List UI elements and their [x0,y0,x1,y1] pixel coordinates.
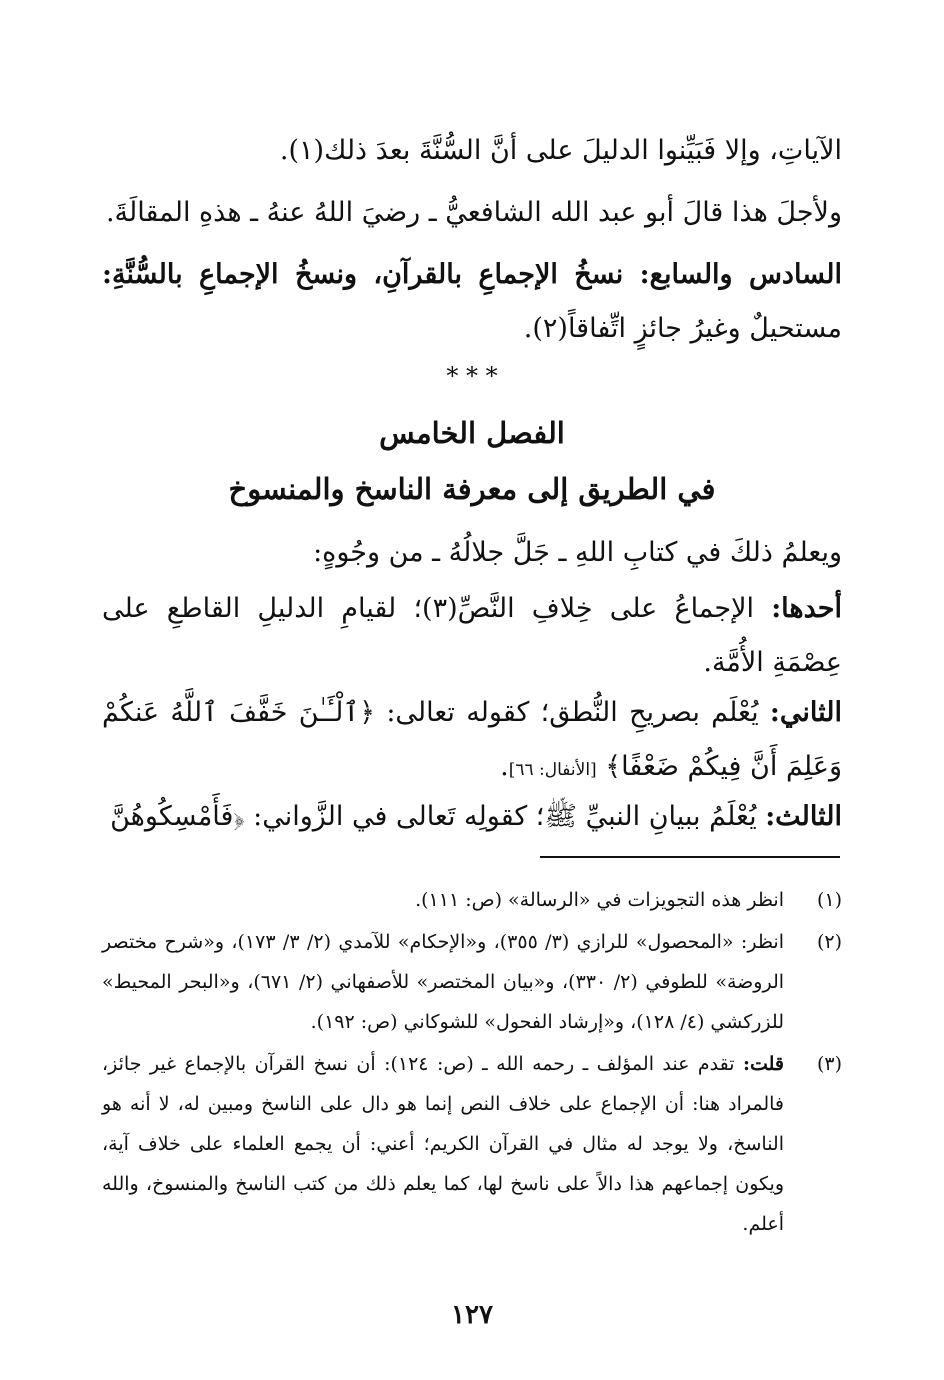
quran-verse: فَأَمْسِكُوهُنَّ [110,801,234,832]
way-third: الثالث: يُعْلَمُ ببيانِ النبيِّ ﷺ؛ كقولِه تَعالى في الزَّواني: ﴿فَأَمْسِكُوهُنَّ [110,801,842,832]
page-number: ١٢٧ [451,1300,493,1330]
way-first: أحدها: الإجماعُ على خِلافِ النَّصِّ(٣)؛ لقيامِ الدليلِ القاطعِ على عِصْمَةِ الأُمَّة. [102,593,842,678]
footnote-2: (٢) انظر: «المحصول» للرازي (٣/ ٣٥٥)، و«الإحكام» للآمدي (٢/ ٣/ ١٧٣)، و«شرح مختصر الروضة» للطوفي (٢/ ٣٣٠)، و«بيان المختصر» للأصفهاني (٢/ ٦٧١)، و«البحر المحيط» للزركشي (٤/ ١٢٨)، و«إرشاد الفحول» للشوكاني (ص: ١٩٢). [102,922,842,1042]
footnote-number: (٢) [816,931,842,953]
footnote-1: (١) انظر هذه التجويزات في «الرسالة» (ص: ١١١). [102,880,842,920]
footnote-lead: قلت: [742,1053,784,1075]
intro-line: ويعلمُ ذلكَ في كتابِ اللهِ ـ جَلَّ جلالُهُ ـ من وجُوهٍ: [313,537,842,568]
way-lead: الثالث: [765,801,842,832]
paragraph-shafii: ولأجلَ هذا قالَ أبو عبد الله الشافعيُّ ـ رضيَ اللهُ عنهُ ـ هذهِ المقالَةَ. [105,197,842,228]
footnote-3: (٣) قلت: تقدم عند المؤلف ـ رحمه الله ـ (ص: ١٢٤): أن نسخ القرآن بالإجماع غير جائز، فالمراد هنا: أن الإجماع على خلاف النص إنما هو دال على الناسخ ومبين له، لا أنه هو الناسخ، ولا يوجد له مثال في القرآن الكريم؛ أعني: أن يجمع العلماء على خلاف آية، ويكون إجماعهم هذا دالاً على ناسخ لها، كما يعلم ذلك من كتب الناسخ والمنسوخ، والله أعلم. [102,1044,842,1244]
paragraph-lead: السادس والسابع: نسخُ الإجماعِ بالقرآنِ، ونسخُ الإجماعِ بالسُّنَّةِ: [102,259,842,290]
footnote-divider [540,856,840,858]
way-lead: الثاني: [769,697,842,728]
section-separator: * * * [446,362,498,390]
footnote-number: (٣) [816,1053,842,1075]
way-lead: أحدها: [771,593,842,624]
quran-verse: ٱلْـَٔـٰنَ خَفَّفَ ٱللَّهُ عَنكُمْ وَعَلِمَ أَنَّ فِيكُمْ ضَعْفًا [102,697,842,782]
chapter-subtitle: في الطريق إلى معرفة الناسخ والمنسوخ [228,472,716,506]
way-second: الثاني: يُعْلَم بصريحِ النُّطق؛ كقوله تعالى: ﴿ٱلْـَٔـٰنَ خَفَّفَ ٱللَّهُ عَنكُمْ وَعَلِمَ أَنَّ فِيكُمْ ضَعْفًا﴾ [الأنفال: ٦٦]. [102,697,842,782]
chapter-title: الفصل الخامس [379,416,565,450]
footnote-number: (١) [816,889,842,911]
footnotes [102,880,842,1246]
paragraph-continuation: الآياتِ، وإلا فَبَيِّنوا الدليلَ على أنَّ السُّنَّةَ بعدَ ذلك(١). [279,135,842,166]
verse-reference: [الأنفال: ٦٦] [508,760,597,780]
paragraph-sixth-seventh: السادس والسابع: نسخُ الإجماعِ بالقرآنِ، ونسخُ الإجماعِ بالسُّنَّةِ: مستحيلٌ وغيرُ جائزٍ اتِّفاقاً(٢). [102,259,842,344]
